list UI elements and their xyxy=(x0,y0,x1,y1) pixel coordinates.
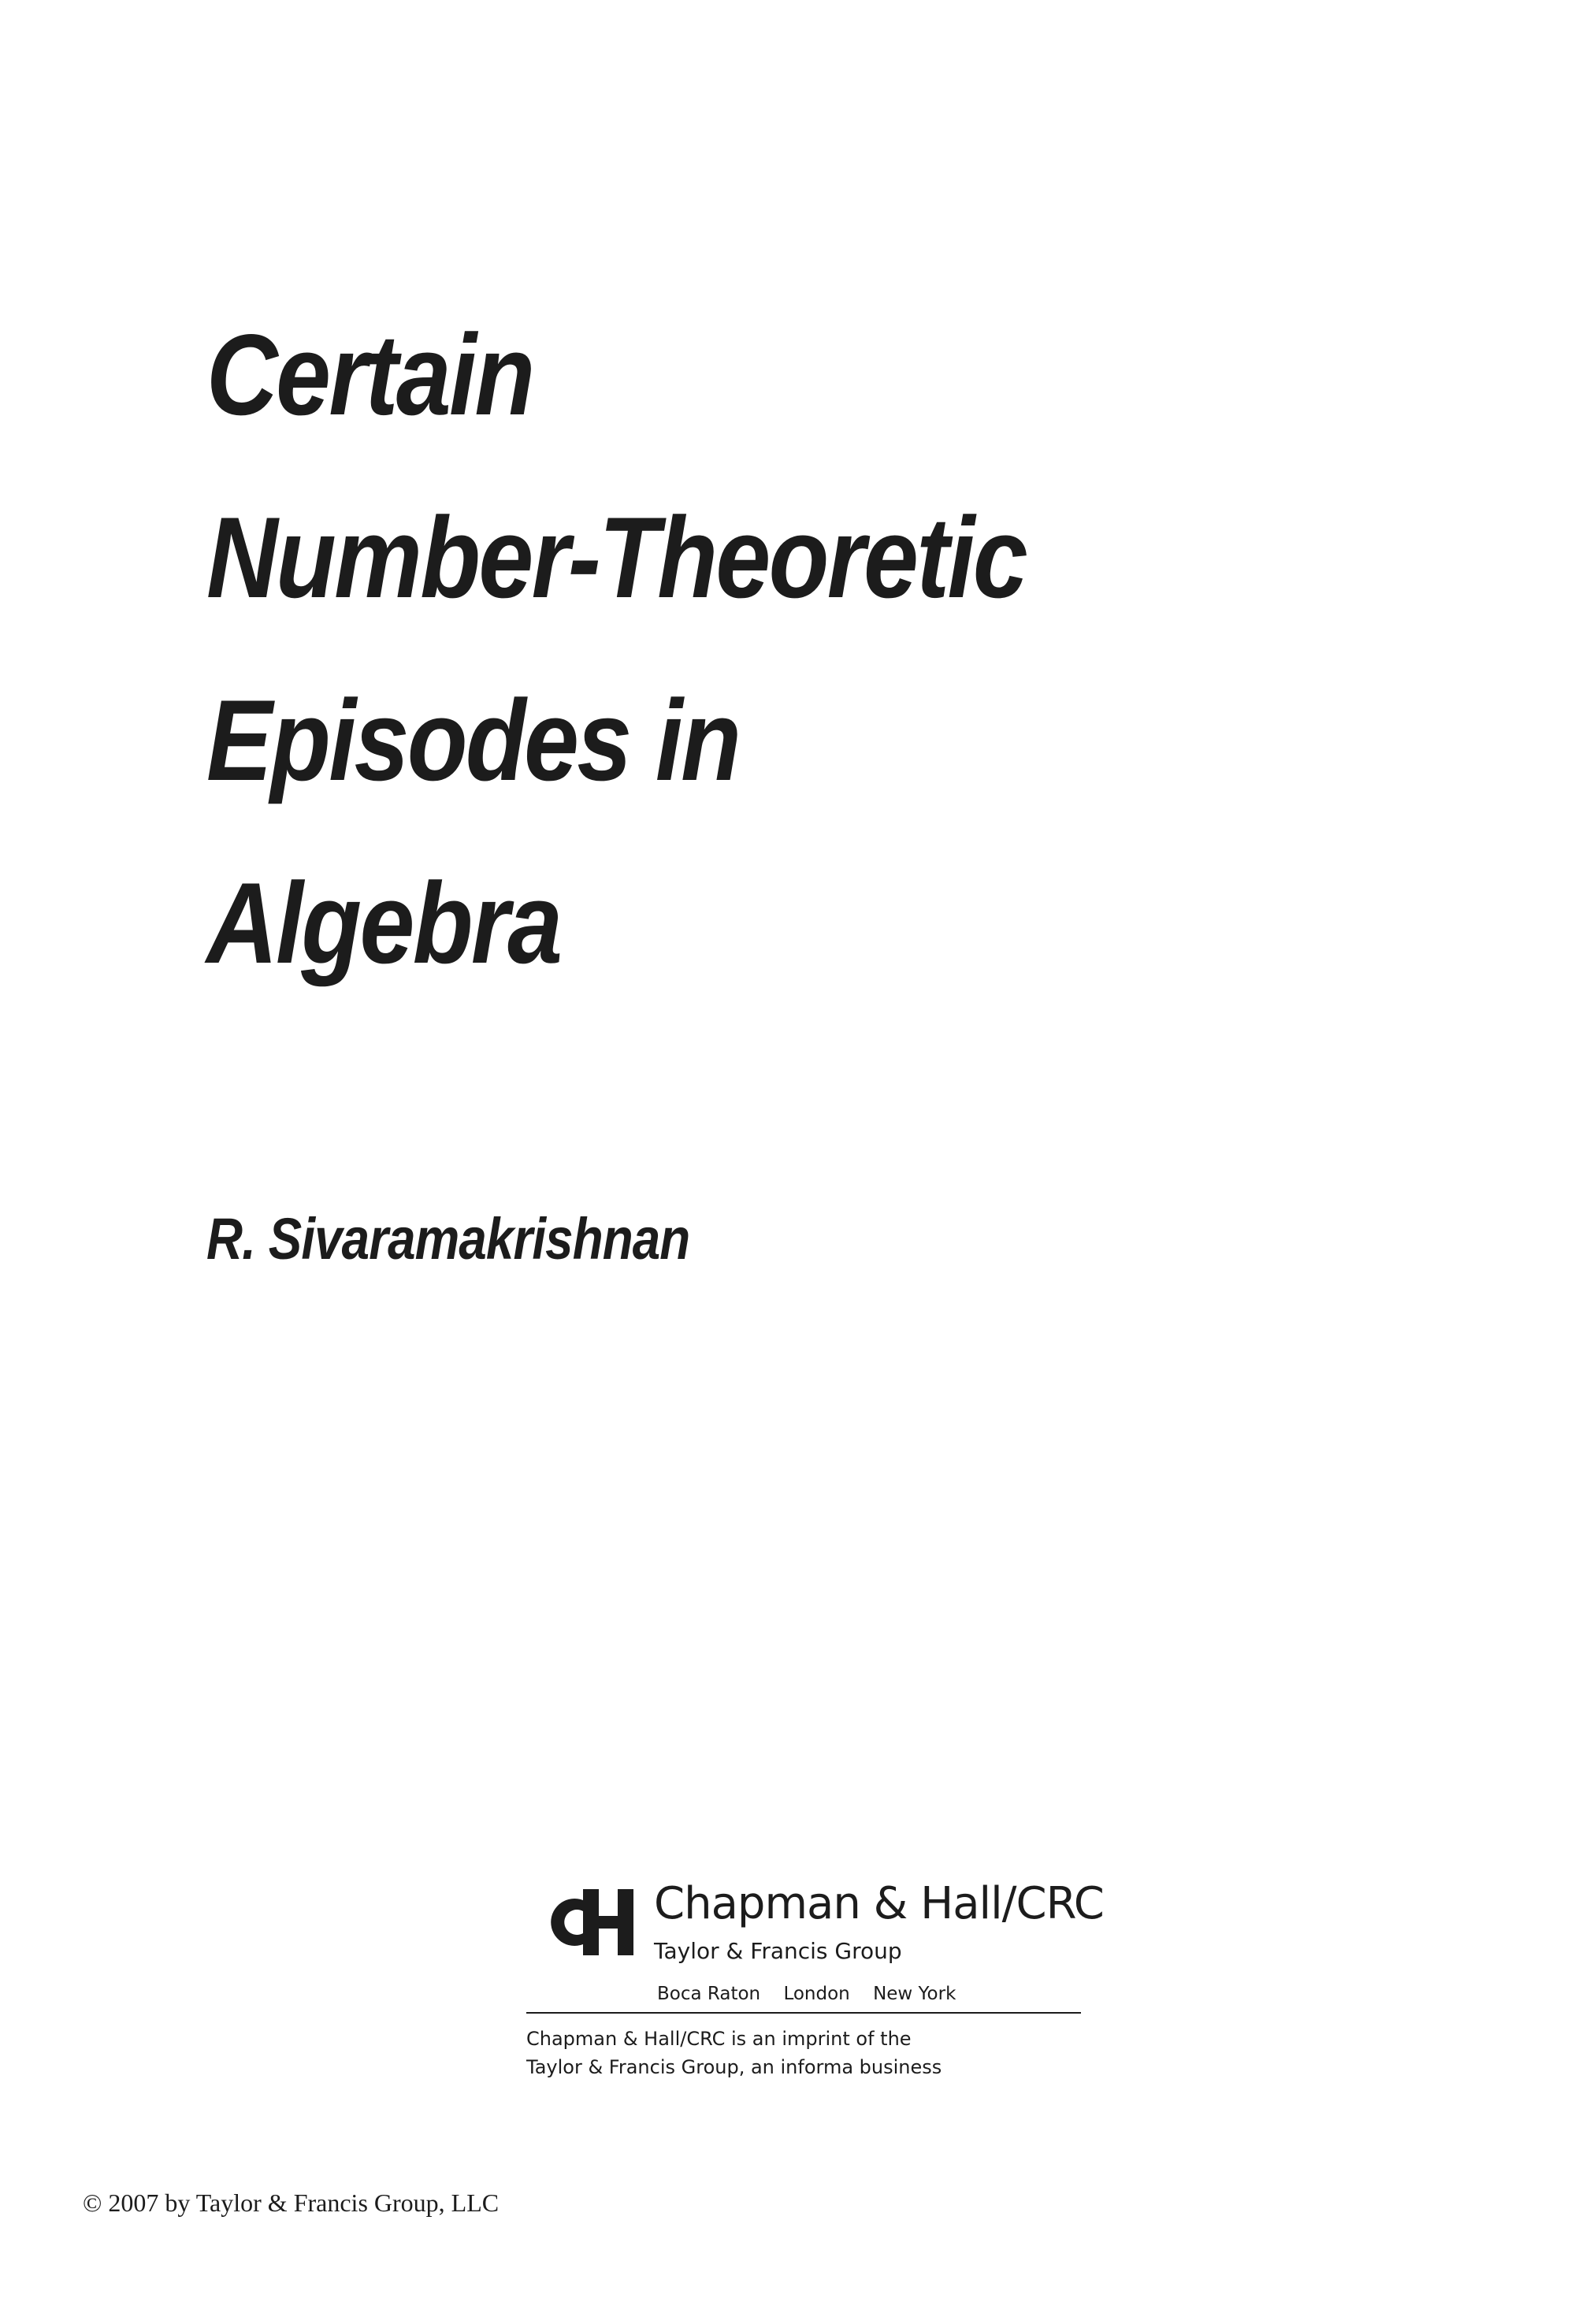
author-name: R. Sivaramakrishnan xyxy=(206,1206,690,1272)
imprint-line-1: Chapman & Hall/CRC is an imprint of the xyxy=(526,2028,912,2050)
title-line-3: Episodes in xyxy=(206,676,740,804)
city-london: London xyxy=(783,1984,850,2004)
city-boca-raton: Boca Raton xyxy=(657,1984,761,2004)
publisher-name: Chapman & Hall/CRC xyxy=(654,1878,1104,1929)
book-title xyxy=(206,284,1388,1015)
title-line-1: Certain xyxy=(206,310,533,439)
publisher-cities xyxy=(657,1984,1086,2004)
title-line-4: Algebra xyxy=(206,859,561,987)
copyright-notice: © 2007 by Taylor & Francis Group, LLC xyxy=(83,2188,500,2217)
publisher-logo-row xyxy=(526,1875,1104,1969)
imprint-line-2: Taylor & Francis Group, an informa business xyxy=(526,2056,942,2078)
divider-rule xyxy=(526,2012,1081,2014)
chapman-hall-ch-logo-icon xyxy=(542,1884,637,1960)
publisher-group: Taylor & Francis Group xyxy=(654,1938,902,1964)
imprint-note xyxy=(526,2025,1086,2081)
title-line-2: Number-Theoretic xyxy=(206,493,1027,622)
city-new-york: New York xyxy=(873,1984,956,2004)
publisher-block xyxy=(526,1875,1104,2081)
